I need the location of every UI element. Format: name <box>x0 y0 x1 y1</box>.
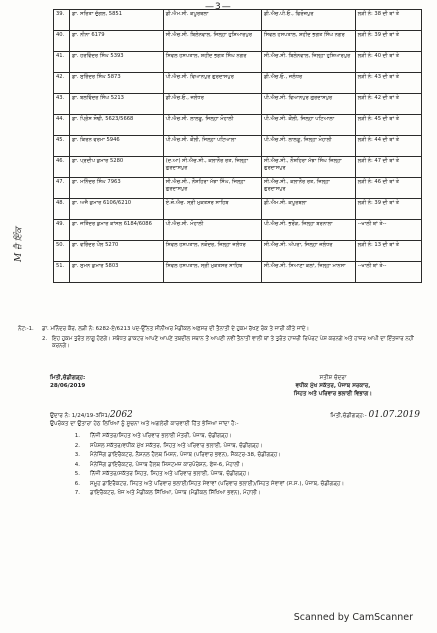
handwritten-date: 01.07.2019 <box>368 410 420 420</box>
scanner-watermark: Scanned by CamScanner <box>293 612 413 623</box>
cell-against-post: ਲੜੀ ਨੰ: 44 ਦੀ ਥਾਂ ਤੇ <box>355 136 421 157</box>
endorsement-number: ਉਦਾਰ ਨੰ: 1/24/19-3ਸਿ1/2062 <box>50 410 133 420</box>
cell-doctor-name: ਡਾ. ਪ੍ਰਦੀਪ ਕੁਮਾਰ 5280 <box>70 157 164 178</box>
cell-serial: 39. <box>54 10 70 31</box>
cell-doctor-name: ਡਾ. ਕਿਰਨ ਵਰਮਾ 5946 <box>70 136 164 157</box>
cell-from-station: ਡੀ.ਐਮ.ਸੀ. ਕਪੂਰਥਲਾ <box>163 10 261 31</box>
table-row <box>54 220 422 241</box>
table-row <box>54 52 422 73</box>
endorsement-block <box>50 411 420 428</box>
signature-place-date <box>50 374 85 390</box>
cell-against-post: ਲੜੀ ਨੰ: 47 ਦੀ ਥਾਂ ਤੇ <box>355 157 421 178</box>
note-label: ਨੋਟ:-1. <box>18 326 34 332</box>
endorsement-date: ਮਿਤੀ,ਚੰਡੀਗੜ੍ਹ:- 01.07.2019 <box>330 410 420 420</box>
table-row <box>54 94 422 115</box>
cell-serial: 49. <box>54 220 70 241</box>
table-row <box>54 31 422 52</box>
table-row <box>54 241 422 262</box>
table-row <box>54 262 422 283</box>
list-item: 7. ਡਾਇਰੈਕਟਰ, ਖੋਜ ਅਤੇ ਮੈਡੀਕਲ ਸਿੱਖਿਆ, ਪੰਜਾਬ (ਮੈਡੀਕਲ ਸਿੱਖਿਆ ਭਵਨ), ਮੋਹਾਲੀ। <box>74 490 261 496</box>
handwritten-side-annotation: M ਜ਼ੈ ਇੰਕ <box>14 227 24 262</box>
cell-to-station: ਸੀ.ਐਚ.ਸੀ., ਕਲਾਨੌਰ ਰਤ, ਜਿਲ੍ਹਾ ਗੁਰਦਾਸਪੁਰ <box>261 178 355 199</box>
cell-against-post: ਲੜੀ ਨੰ: 42 ਦੀ ਥਾਂ ਤੇ <box>355 94 421 115</box>
cell-to-station: ਪੀ.ਐਚ.ਸੀ. ਕੌਲੀ, ਜਿਲ੍ਹਾ ਪਟਿਆਲਾ <box>261 115 355 136</box>
cell-to-station: ਪੀ.ਐਚ.ਸੀ. ਲਾਲੜੂ, ਜਿਲ੍ਹਾ ਮੋਹਾਲੀ <box>261 136 355 157</box>
cell-from-station: ਪੀ.ਐਚ.ਸੀ. ਕੌਲੀ, ਜਿਲ੍ਹਾ ਪਟਿਆਲਾ <box>163 136 261 157</box>
note-item <box>18 336 428 350</box>
cell-doctor-name: ਡਾ. ਪ੍ਰਿੰਸ ਸੋਢੀ, 5623/5668 <box>70 115 164 136</box>
cell-from-station: ਪੀ.ਐਚ.ਸੀ. ਵਿਆਨਪੁਰ ਗੁਰਦਾਸਪੁਰ <box>163 73 261 94</box>
cell-from-station: ਡੀ.ਐਚ.ਓ., ਜਲੰਧਰ <box>163 94 261 115</box>
notes-section <box>18 326 428 354</box>
cell-serial: 45. <box>54 136 70 157</box>
cell-against-post: --ਖਾਲੀ ਥਾਂ ਤੇ-- <box>355 220 421 241</box>
cell-serial: 47. <box>54 178 70 199</box>
cell-serial: 44. <box>54 115 70 136</box>
list-item: 5. ਨਿੱਜੀ ਸਕੱਤਰ/ਸਕੱਤਰ ਸਿਹਤ, ਸਿਹਤ ਅਤੇ ਪਰਿਵਾਰ ਭਲਾਈ, ਪੰਜਾਬ, ਚੰਡੀਗੜ੍ਹ। <box>74 471 250 477</box>
cell-doctor-name: ਡਾ. ਸਰਿਤਾ ਦੁੱਗਲ, 5851 <box>70 10 164 31</box>
cell-serial: 51. <box>54 262 70 283</box>
cell-against-post: ਲੜੀ ਨੰ: 40 ਦੀ ਥਾਂ ਤੇ <box>355 52 421 73</box>
table-row <box>54 199 422 220</box>
handwritten-number: 2062 <box>109 410 133 420</box>
signatory-title: ਵਧੀਕ ਮੁੱਖ ਸਕੱਤਰ, ਪੰਜਾਬ ਸਰਕਾਰ, <box>295 383 371 389</box>
page-number: —3— <box>205 2 232 12</box>
signature-place: ਮਿਤੀ,ਚੰਡੀਗੜ੍ਹ: <box>50 375 86 381</box>
cell-to-station: ਡੀ.ਐਚ.ਪੀ.ਓ., ਫਿਰੋਜ਼ਪੁਰ <box>261 10 355 31</box>
cell-serial: 46. <box>54 157 70 178</box>
cell-to-station: ਪੀ.ਐਚ.ਸੀ. ਵਿਆਨਪੁਰ ਗੁਰਦਾਸਪੁਰ <box>261 94 355 115</box>
cell-doctor-name: ਡਾ. ਨੀਨਾ 6179 <box>70 31 164 52</box>
cell-from-station: ਏ.ਜ਼ੋ.ਐਚ. ਸ੍ਰੀ ਮੁਕਤਸਰ ਸਾਹਿਬ <box>163 199 261 220</box>
cell-to-station: ਸਿਵਲ ਹਸਪਤਾਲ, ਸ਼ਹੀਦ ਭਗਤ ਸਿੰਘ ਨਗਰ <box>261 31 355 52</box>
cell-serial: 43. <box>54 94 70 115</box>
cell-from-station: ਸਿਵਲ ਹਸਪਤਾਲ, ਸ੍ਰੀ ਮੁਕਤਸਰ ਸਾਹਿਬ <box>163 262 261 283</box>
cell-against-post: --ਖਾਲੀ ਥਾਂ ਤੇ-- <box>355 262 421 283</box>
cell-against-post: ਲੜੀ ਨੰ: 39 ਦੀ ਥਾਂ ਤੇ <box>355 31 421 52</box>
table-row <box>54 157 422 178</box>
note-text: ਡਾ. ਮਨਿੰਦਰ ਕੌਰ, ਲੜੀ ਨੰ: 6282-ਏ/6213 ਪਦ-ਉੱਨਤ ਸੀਨੀਅਰ ਮੈਡੀਕਲ ਅਫ਼ਸਰ ਦੀ ਤੈਨਾਤੀ ਦੇ ਹੁਕਮ ਰੱਖਣ ਰੋਕ ਤੇ ਜਾਰੀ ਕੀਤੇ ਜਾਂਦੇ। <box>42 326 310 332</box>
cell-doctor-name: ਡਾ. ਵਰਿੰਦਰ ਪੌਲ 5270 <box>70 241 164 262</box>
note-item <box>18 326 428 333</box>
cell-from-station: ਸਿਵਲ ਹਸਪਤਾਲ, ਸ਼ਹੀਦ ਭਗਤ ਸਿੰਘ ਨਗਰ <box>163 52 261 73</box>
cell-from-station: ਪੀ.ਐਚ.ਸੀ. ਮੋਹਾਲੀ <box>163 220 261 241</box>
signature-date: 28/06/2019 <box>50 383 86 389</box>
table-row <box>54 115 422 136</box>
cell-doctor-name: ਡਾ. ਬਲਵਿੰਦਰ ਸਿੰਘ 5213 <box>70 94 164 115</box>
table-row <box>54 10 422 31</box>
signatory-name: ਸਤੀਸ਼ ਚੰਦਰਾ <box>319 375 347 381</box>
list-item: 4. ਮੈਨੇਜਿੰਗ ਡਾਇਰੈਕਟਰ, ਪੰਜਾਬ ਹੈਲਥ ਸਿਸਟਮਜ਼ ਕਾਰਪੋਰੇਸ਼ਨ, ਫੇਜ਼-6, ਮੋਹਾਲੀ। <box>74 461 244 468</box>
cell-doctor-name: ਡਾ. ਅਜੈ ਕੁਮਾਰ 6106/6210 <box>70 199 164 220</box>
cell-doctor-name: ਡਾ. ਸੁਰਿੰਦਰ ਸਿੰਘ 5873 <box>70 73 164 94</box>
copy-recipient-list <box>50 432 420 499</box>
cell-from-station: ਸੀ.ਐਚ.ਸੀ. ਬਿਲੇਨਵਾਲ, ਜਿਲ੍ਹਾ ਹੁਸ਼ਿਆਰਪੁਰ <box>163 31 261 52</box>
note-number: 2. <box>42 336 48 343</box>
cell-to-station: ਸੀ.ਐਚ.ਸੀ. ਅੱਪਰਾ, ਜਿਲ੍ਹਾ ਜਲੰਧਰ <box>261 241 355 262</box>
signatory-department: ਸਿਹਤ ਅਤੇ ਪਰਿਵਾਰ ਭਲਾਈ ਵਿਭਾਗ। <box>293 391 373 397</box>
endorsement-intro: ਉਪਰੋਕਤ ਦਾ ਉਤਾਰਾ ਹੇਠ ਲਿਖਿਆਂ ਨੂੰ ਸੂਚਨਾ ਅਤੇ ਅਗਲੇਰੀ ਕਾਰਵਾਈ ਹਿੱਤ ਭੇਜਿਆ ਜਾਂਦਾ ਹੈ:- <box>50 421 239 427</box>
cell-doctor-name: ਡਾ. ਸੁਮਨ ਕੁਮਾਰ 5803 <box>70 262 164 283</box>
cell-against-post: ਲੜੀ ਨੰ: 43 ਦੀ ਥਾਂ ਤੇ <box>355 73 421 94</box>
cell-serial: 42. <box>54 73 70 94</box>
cell-against-post: ਲੜੀ ਨੰ: 13 ਦੀ ਥਾਂ ਤੇ <box>355 241 421 262</box>
table-row <box>54 178 422 199</box>
cell-doctor-name: ਡਾ. ਹਰਵਿੰਦਰ ਸਿੰਘ 5393 <box>70 52 164 73</box>
list-item: 1. ਨਿੱਜੀ ਸਕੱਤਰ/ਸਿਹਤ ਅਤੇ ਪਰਿਵਾਰ ਭਲਾਈ ਮੰਤਰੀ, ਪੰਜਾਬ, ਚੰਡੀਗੜ੍ਹ। <box>74 433 232 439</box>
cell-from-station: ਪੀ.ਐਚ.ਸੀ. ਲਾਲੜੂ, ਜਿਲ੍ਹਾ ਮੋਹਾਲੀ <box>163 115 261 136</box>
cell-against-post: ਲੜੀ ਨੰ: 46 ਦੀ ਥਾਂ ਤੇ <box>355 178 421 199</box>
note-text: ਇਹ ਹੁਕਮ ਤੁਰੰਤ ਲਾਗੂ ਹੋਣਗੇ। ਸਬੰਧਤ ਡਾਕਟਰ ਆਪਣੇ ਆਪਣੇ ਤਬਦੀਲ ਸਥਾਨ ਤੋਂ ਆਪਣੀ ਨਵੀਂ ਤੈਨਾਤੀ ਵਾਲੀ ਥਾਂ ਤੇ ਤੁਰੰਤ ਹਾਜ਼ਰੀ ਰਿਪੋਰਟ ਪੇਸ਼ ਕਰਨਗੇ ਅਤੇ ਹਾਜ਼ਰ ਆਪੀ ਦਾ ਇੰਤਜ਼ਾਰ ਨਹੀਂ ਕਰਨਗੇ। <box>52 336 414 350</box>
cell-serial: 41. <box>54 52 70 73</box>
cell-against-post: ਲੜੀ ਨੰ: 45 ਦੀ ਥਾਂ ਤੇ <box>355 115 421 136</box>
list-item: 3. ਮੈਨੇਜਿੰਗ ਡਾਇਰੈਕਟਰ, ਨੈਸ਼ਨਲ ਹੈਲਥ ਮਿਸ਼ਨ, ਪੰਜਾਬ (ਪਰਿਵਾਰ ਭਵਨ), ਸੈਕਟਰ-38, ਚੰਡੀਗੜ੍ਹ। <box>74 452 281 458</box>
cell-to-station: ਸੀ.ਐਚ.ਸੀ. ਸਿਆਣਾ ਕਲਾਂ, ਜਿਲ੍ਹਾ ਮਾਨਸਾ <box>261 262 355 283</box>
cell-doctor-name: ਡਾ. ਜਤਿੰਦਰ ਕੁਮਾਰ ਕਾਂਸਲ 6184/6086 <box>70 220 164 241</box>
transfer-table <box>53 9 422 283</box>
cell-against-post: ਲੜੀ ਨੰ: 38 ਦੀ ਥਾਂ ਤੇ <box>355 10 421 31</box>
cell-to-station: ਸੀ.ਐਚ.ਸੀ. ਬਿਲੇਨਵਾਲ, ਜਿਲ੍ਹਾ ਹੁਸ਼ਿਆਰਪੁਰ <box>261 52 355 73</box>
signature-block <box>258 374 408 398</box>
cell-doctor-name: ਡਾ. ਮਨਿੰਦਰ ਸਿੰਘ 7963 <box>70 178 164 199</box>
cell-to-station: ਡੀ.ਐਚ.ਓ., ਜਲੰਧਰ <box>261 73 355 94</box>
list-item: 6. ਸਮੂਹ ਡਾਇਰੈਕਟਰ, ਸਿਹਤ ਅਤੇ ਪਰਿਵਾਰ ਭਲਾਈ/ਸਿਹਤ ਸੇਵਾਵਾਂ (ਪਰਿਵਾਰ ਭਲਾਈ)/ਸਿਹਤ ਸੇਵਾਵਾਂ (ਸ.ਸ.), ਪੰਜਾਬ, ਚੰਡੀਗੜ੍ਹ। <box>74 480 345 487</box>
cell-to-station: ਪੀ.ਐਚ.ਸੀ. ਭਰੌੜ, ਜਿਲ੍ਹਾ ਬਰਨਾਲਾ <box>261 220 355 241</box>
cell-serial: 40. <box>54 31 70 52</box>
cell-serial: 50. <box>54 241 70 262</box>
list-item: 2. ਸਪੈਸ਼ਲ ਸਕੱਤਰ/ਵਧੀਕ ਮੁੱਖ ਸਕੱਤਰ, ਸਿਹਤ ਅਤੇ ਪਰਿਵਾਰ ਭਲਾਈ, ਪੰਜਾਬ, ਚੰਡੀਗੜ੍ਹ। <box>74 442 263 449</box>
cell-to-station: ਡੀ.ਐਮ.ਸੀ. ਕਪੂਰਥਲਾ <box>261 199 355 220</box>
cell-from-station: ਸੀ.ਐਚ.ਸੀ., ਨੌਸ਼ਹਿਰਾ ਮੱਝਾ ਸਿੰਘ, ਜਿਲ੍ਹਾ ਗੁਰਦਾਸਪੁਰ <box>163 178 261 199</box>
table-row <box>54 136 422 157</box>
cell-serial: 48. <box>54 199 70 220</box>
cell-against-post: ਲੜੀ ਨੰ: 39 ਦੀ ਥਾਂ ਤੇ <box>355 199 421 220</box>
table-row <box>54 73 422 94</box>
cell-from-station: (ਦ.ਆ) ਸੀ.ਐਚ.ਸੀ., ਕਲਾਨੌਰ ਰਤ, ਜਿਲ੍ਹਾ ਗੁਰਦਾਸਪੁਰ <box>163 157 261 178</box>
cell-from-station: ਸਿਵਲ ਹਸਪਤਾਲ, ਨਕੋਦਰ, ਜਿਲ੍ਹਾ ਜਲੰਧਰ <box>163 241 261 262</box>
cell-to-station: ਸੀ.ਐਚ.ਸੀ., ਨੌਸ਼ਹਿਰਾ ਮੱਝਾ ਸਿੰਘ ਜਿਲ੍ਹਾ ਗੁਰਦਾਸਪੁਰ <box>261 157 355 178</box>
